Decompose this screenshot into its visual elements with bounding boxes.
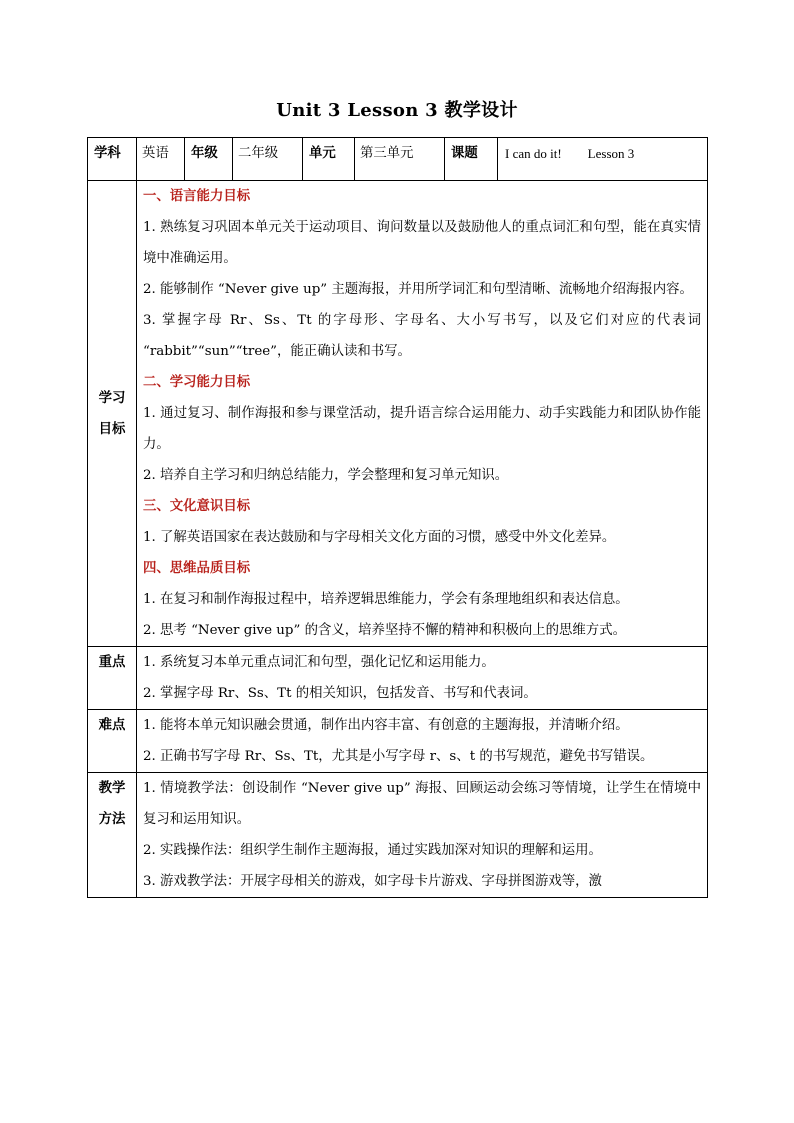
topic-label: 课题: [445, 138, 498, 181]
difficulties-label: 难点: [88, 710, 137, 773]
unit-label: 单元: [303, 138, 355, 181]
difficulties-row: [88, 710, 708, 773]
objective-item: 1. 熟练复习巩固本单元关于运动项目、询问数量以及鼓励他人的重点词汇和句型，能在真实情境中准确运用。: [143, 220, 701, 266]
objectives-row: [88, 181, 708, 647]
difficulty-item: 1. 能将本单元知识融会贯通，制作出内容丰富、有创意的主题海报，并清晰介绍。: [143, 718, 629, 733]
key-point-item: 1. 系统复习本单元重点词汇和句型，强化记忆和运用能力。: [143, 655, 495, 670]
difficulties-content: [137, 710, 708, 773]
objective-item: 2. 思考 “Never give up” 的含义，培养坚持不懈的精神和积极向上的思维方式。: [143, 623, 626, 638]
lesson-plan-table: [87, 137, 708, 898]
method-item: 3. 游戏教学法：开展字母相关的游戏，如字母卡片游戏、字母拼图游戏等，激: [143, 874, 602, 889]
key-points-label: 重点: [88, 647, 137, 710]
objectives-label: 学习 目标: [88, 181, 137, 647]
document-title-text: Unit 3 Lesson 3 教学设计: [276, 100, 518, 121]
subject-value: 英语: [137, 138, 185, 181]
objective-item: 1. 通过复习、制作海报和参与课堂活动，提升语言综合运用能力、动手实践能力和团队协作能力。: [143, 406, 701, 452]
grade-label: 年级: [185, 138, 233, 181]
topic-title: I can do it!: [505, 146, 562, 161]
header-row: [88, 138, 708, 181]
difficulty-item: 2. 正确书写字母 Rr、Ss、Tt，尤其是小写字母 r、s、t 的书写规范，避免书写错误。: [143, 749, 654, 764]
subject-label: 学科: [88, 138, 137, 181]
methods-row: [88, 773, 708, 898]
objective-item: 2. 培养自主学习和归纳总结能力，学会整理和复习单元知识。: [143, 468, 509, 483]
objective-item: 3. 掌握字母 Rr、Ss、Tt 的字母形、字母名、大小写书写，以及它们对应的代表词 “rabbit”“sun”“tree”，能正确认读和书写。: [143, 313, 701, 359]
document-title: [0, 96, 794, 122]
methods-content: [137, 773, 708, 898]
method-item: 2. 实践操作法：组织学生制作主题海报，通过实践加深对知识的理解和运用。: [143, 843, 602, 858]
objective-item: 1. 了解英语国家在表达鼓励和与字母相关文化方面的习惯，感受中外文化差异。: [143, 530, 616, 545]
section-heading: 一、语言能力目标: [143, 188, 251, 204]
objective-item: 2. 能够制作 “Never give up” 主题海报，并用所学词汇和句型清晰、流畅地介绍海报内容。: [143, 282, 693, 297]
unit-value: 第三单元: [355, 138, 445, 181]
key-point-item: 2. 掌握字母 Rr、Ss、Tt 的相关知识，包括发音、书写和代表词。: [143, 686, 537, 701]
objectives-content: [137, 181, 708, 647]
objective-item: 1. 在复习和制作海报过程中，培养逻辑思维能力，学会有条理地组织和表达信息。: [143, 592, 629, 607]
key-points-content: [137, 647, 708, 710]
section-heading: 二、学习能力目标: [143, 374, 251, 390]
section-heading: 四、思维品质目标: [143, 560, 251, 576]
topic-value: [498, 138, 708, 181]
key-points-row: [88, 647, 708, 710]
grade-value: 二年级: [233, 138, 303, 181]
methods-label: 教学 方法: [88, 773, 137, 898]
topic-lesson: Lesson 3: [587, 146, 635, 161]
section-heading: 三、文化意识目标: [143, 498, 251, 514]
method-item: 1. 情境教学法：创设制作 “Never give up” 海报、回顾运动会练习等情境，让学生在情境中复习和运用知识。: [143, 781, 701, 827]
